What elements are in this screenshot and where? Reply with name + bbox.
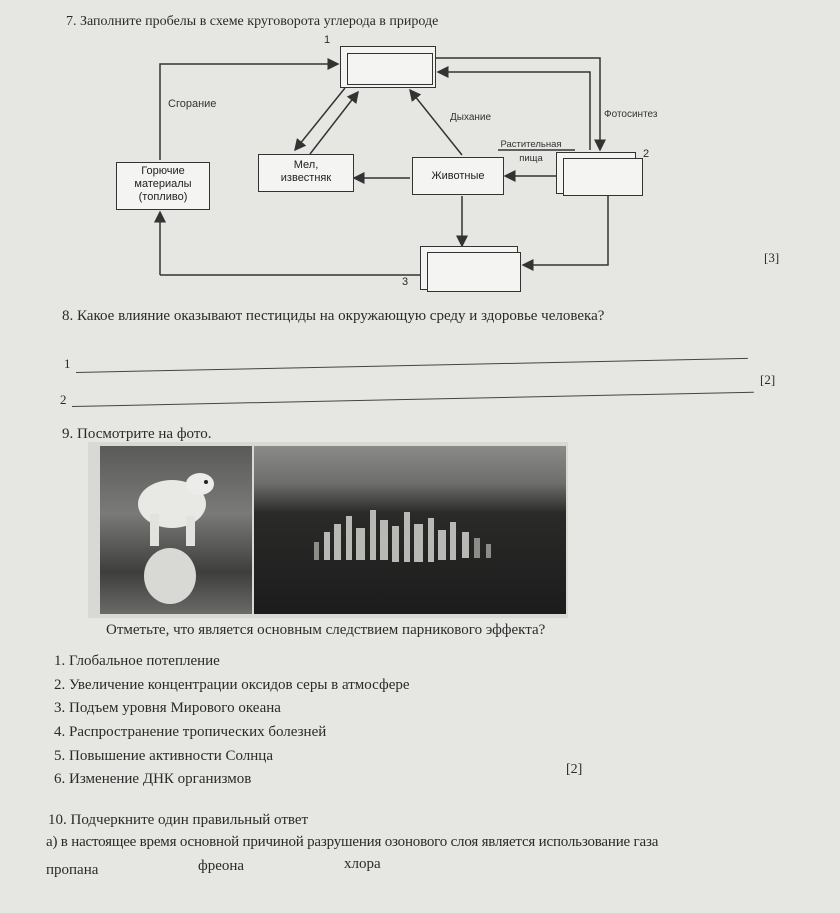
q8-line-number-1: 1	[64, 356, 71, 371]
answer-line-1[interactable]	[76, 358, 748, 373]
flooded-city-icon	[254, 446, 566, 614]
blank-box-3[interactable]	[427, 252, 521, 292]
q9-option-2[interactable]: 2. Увеличение концентрации оксидов серы в атмосфере	[54, 677, 410, 693]
answer-chlorine[interactable]: хлора	[344, 856, 381, 872]
q8-marks: [2]	[760, 372, 776, 387]
q8-line-number-2: 2	[60, 392, 67, 407]
answer-freon[interactable]: фреона	[198, 858, 245, 874]
polar-bear-icon	[100, 446, 252, 614]
answer-propane[interactable]: пропана	[46, 862, 99, 878]
q7-marks: [3]	[764, 250, 780, 265]
flooded-city-photo	[254, 446, 566, 614]
q8-title: 8. Какое влияние оказывают пестициды на окружающую среду и здоровье человека?	[62, 308, 605, 324]
polar-bear-photo	[100, 446, 252, 614]
node-fuel: Горючие материалы (топливо)	[116, 162, 210, 210]
label-photosynthesis: Фотосинтез	[604, 109, 658, 120]
q10-title: 10. Подчеркните один правильный ответ	[48, 812, 309, 828]
box3-number: 3	[402, 276, 409, 288]
blank-box-1-inner	[347, 53, 433, 85]
q9-option-6[interactable]: 6. Изменение ДНК организмов	[54, 771, 252, 787]
label-respiration: Дыхание	[450, 112, 492, 123]
q9-option-5[interactable]: 5. Повышение активности Солнца	[54, 748, 273, 764]
node-animals: Животные	[412, 157, 504, 195]
q7-title: 7. Заполните пробелы в схеме круговорота углерода в природе	[66, 14, 439, 29]
q9-option-3[interactable]: 3. Подъем уровня Мирового океана	[54, 700, 281, 716]
answer-line-2[interactable]	[72, 392, 754, 407]
q9-title: 9. Посмотрите на фото.	[62, 426, 212, 442]
q10-statement: а) в настоящее время основной причиной разрушения озонового слоя является использование газа	[46, 834, 659, 850]
label-combustion: Сгорание	[168, 98, 217, 110]
node-chalk: Мел, известняк	[258, 154, 354, 192]
box2-number: 2	[643, 148, 650, 160]
photo-strip	[88, 442, 568, 618]
box1-number: 1	[324, 34, 331, 46]
blank-box-2[interactable]	[563, 158, 643, 196]
q9-option-1[interactable]: 1. Глобальное потепление	[54, 653, 220, 669]
label-plant-food: Растительная пища	[500, 139, 562, 164]
q9-question: Отметьте, что является основным следствием парникового эффекта?	[106, 622, 546, 638]
q9-option-4[interactable]: 4. Распространение тропических болезней	[54, 724, 327, 740]
q9-marks: [2]	[566, 762, 583, 777]
